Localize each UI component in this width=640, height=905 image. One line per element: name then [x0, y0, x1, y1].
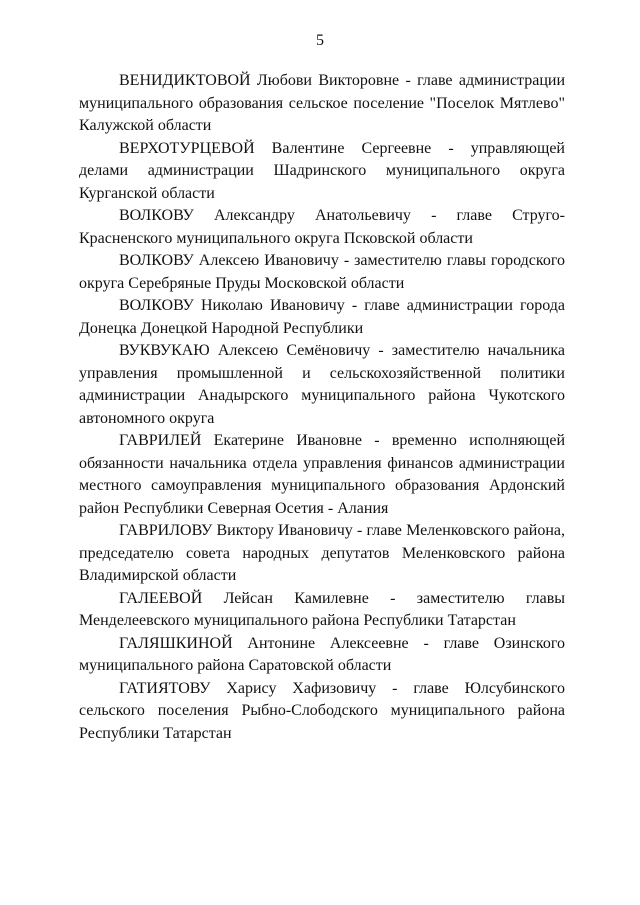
entry-venidiktova: ВЕНИДИКТОВОЙ Любови Викторовне - главе администрации муниципального образования сельское поселение "Поселок Мятлево" Калужской области	[79, 72, 565, 134]
entry-gavrilei: ГАВРИЛЕЙ Екатерине Ивановне - временно исполняющей обязанности начальника отдела управления финансов администрации местного самоуправления муниципального образования Ардонский район Республики Северная Осетия - Алания	[79, 432, 565, 517]
entry-vukvukay: ВУКВУКАЮ Алексею Семёновичу - заместителю начальника управления промышленной и сельскохозяйственной политики администрации Анадырского муниципального района Чукотского автономного округа	[79, 342, 565, 427]
entry-galyashkina: ГАЛЯШКИНОЙ Антонине Алексеевне - главе Озинского муниципального района Саратовской области	[79, 634, 565, 674]
entry-gatiyatov: ГАТИЯТОВУ Харису Хафизовичу - главе Юлсубинского сельского поселения Рыбно-Слободского муниципального района Республики Татарстан	[79, 679, 565, 742]
page-number: 5	[316, 32, 324, 49]
document-body	[79, 70, 565, 745]
entry-verkhoturtseva: ВЕРХОТУРЦЕВОЙ Валентине Сергеевне - управляющей делами администрации Шадринского муниципального округа Курганской области	[79, 139, 565, 202]
entry-volkov-alexey: ВОЛКОВУ Алексею Ивановичу - заместителю главы городского округа Серебряные Пруды Московской области	[79, 252, 565, 292]
entry-galeeva: ГАЛЕЕВОЙ Лейсан Камилевне - заместителю главы Менделеевского муниципального района Республики Татарстан	[79, 589, 565, 629]
entry-volkov-alexander: ВОЛКОВУ Александру Анатольевичу - главе Струго-Красненского муниципального округа Псковской области	[79, 207, 565, 247]
entry-gavrilov: ГАВРИЛОВУ Виктору Ивановичу - главе Меленковского района, председателю совета народных депутатов Меленковского района Владимирской области	[79, 522, 565, 584]
entry-volkov-nikolay: ВОЛКОВУ Николаю Ивановичу - главе администрации города Донецка Донецкой Народной Республики	[79, 297, 565, 337]
